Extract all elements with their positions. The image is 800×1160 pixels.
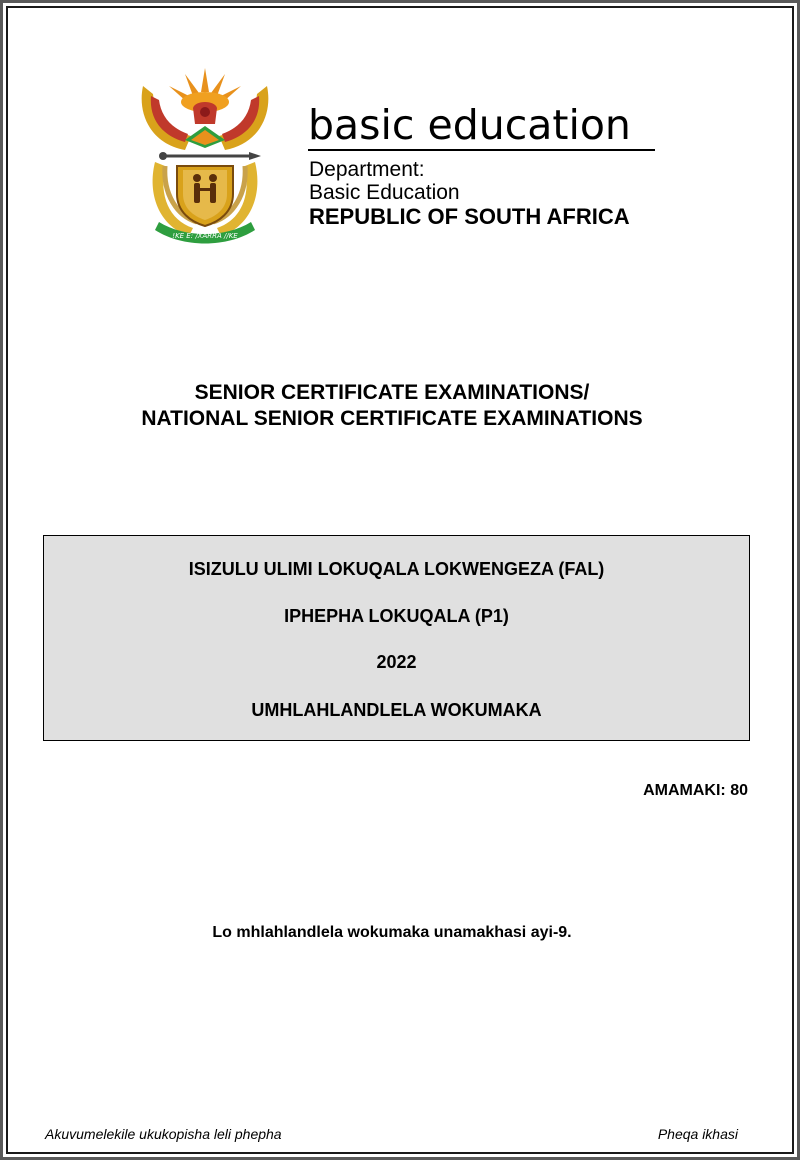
country-name: REPUBLIC OF SOUTH AFRICA xyxy=(309,204,630,229)
paper-label: IPHEPHA LOKUQALA (P1) xyxy=(284,606,509,626)
svg-text:!KE E: /XARRA //KE: !KE E: /XARRA //KE xyxy=(172,232,238,240)
south-africa-coat-of-arms-icon xyxy=(133,66,277,246)
exam-year: 2022 xyxy=(376,652,417,672)
department-name: Basic Education xyxy=(309,181,460,204)
page-count-note: Lo mhlahlandlela wokumaka unamakhasi ayi-9. xyxy=(212,924,572,941)
exam-title xyxy=(0,380,784,432)
exam-title-line-1: SENIOR CERTIFICATE EXAMINATIONS/ xyxy=(194,381,590,404)
total-marks: AMAMAKI: 80 xyxy=(643,782,748,799)
copyright-notice: Akuvumelekile ukukopisha leli phepha xyxy=(45,1126,282,1142)
exam-title-line-2: NATIONAL SENIOR CERTIFICATE EXAMINATIONS xyxy=(141,407,643,430)
brand-title: basic education xyxy=(308,101,631,149)
subject-box xyxy=(43,535,750,741)
document-type: UMHLAHLANDLELA WOKUMAKA xyxy=(251,700,542,720)
subject-title: ISIZULU ULIMI LOKUQALA LOKWENGEZA (FAL) xyxy=(188,559,605,579)
department-label: Department: xyxy=(309,158,425,181)
turn-page-note: Pheqa ikhasi xyxy=(657,1126,738,1142)
brand-divider xyxy=(308,149,655,151)
